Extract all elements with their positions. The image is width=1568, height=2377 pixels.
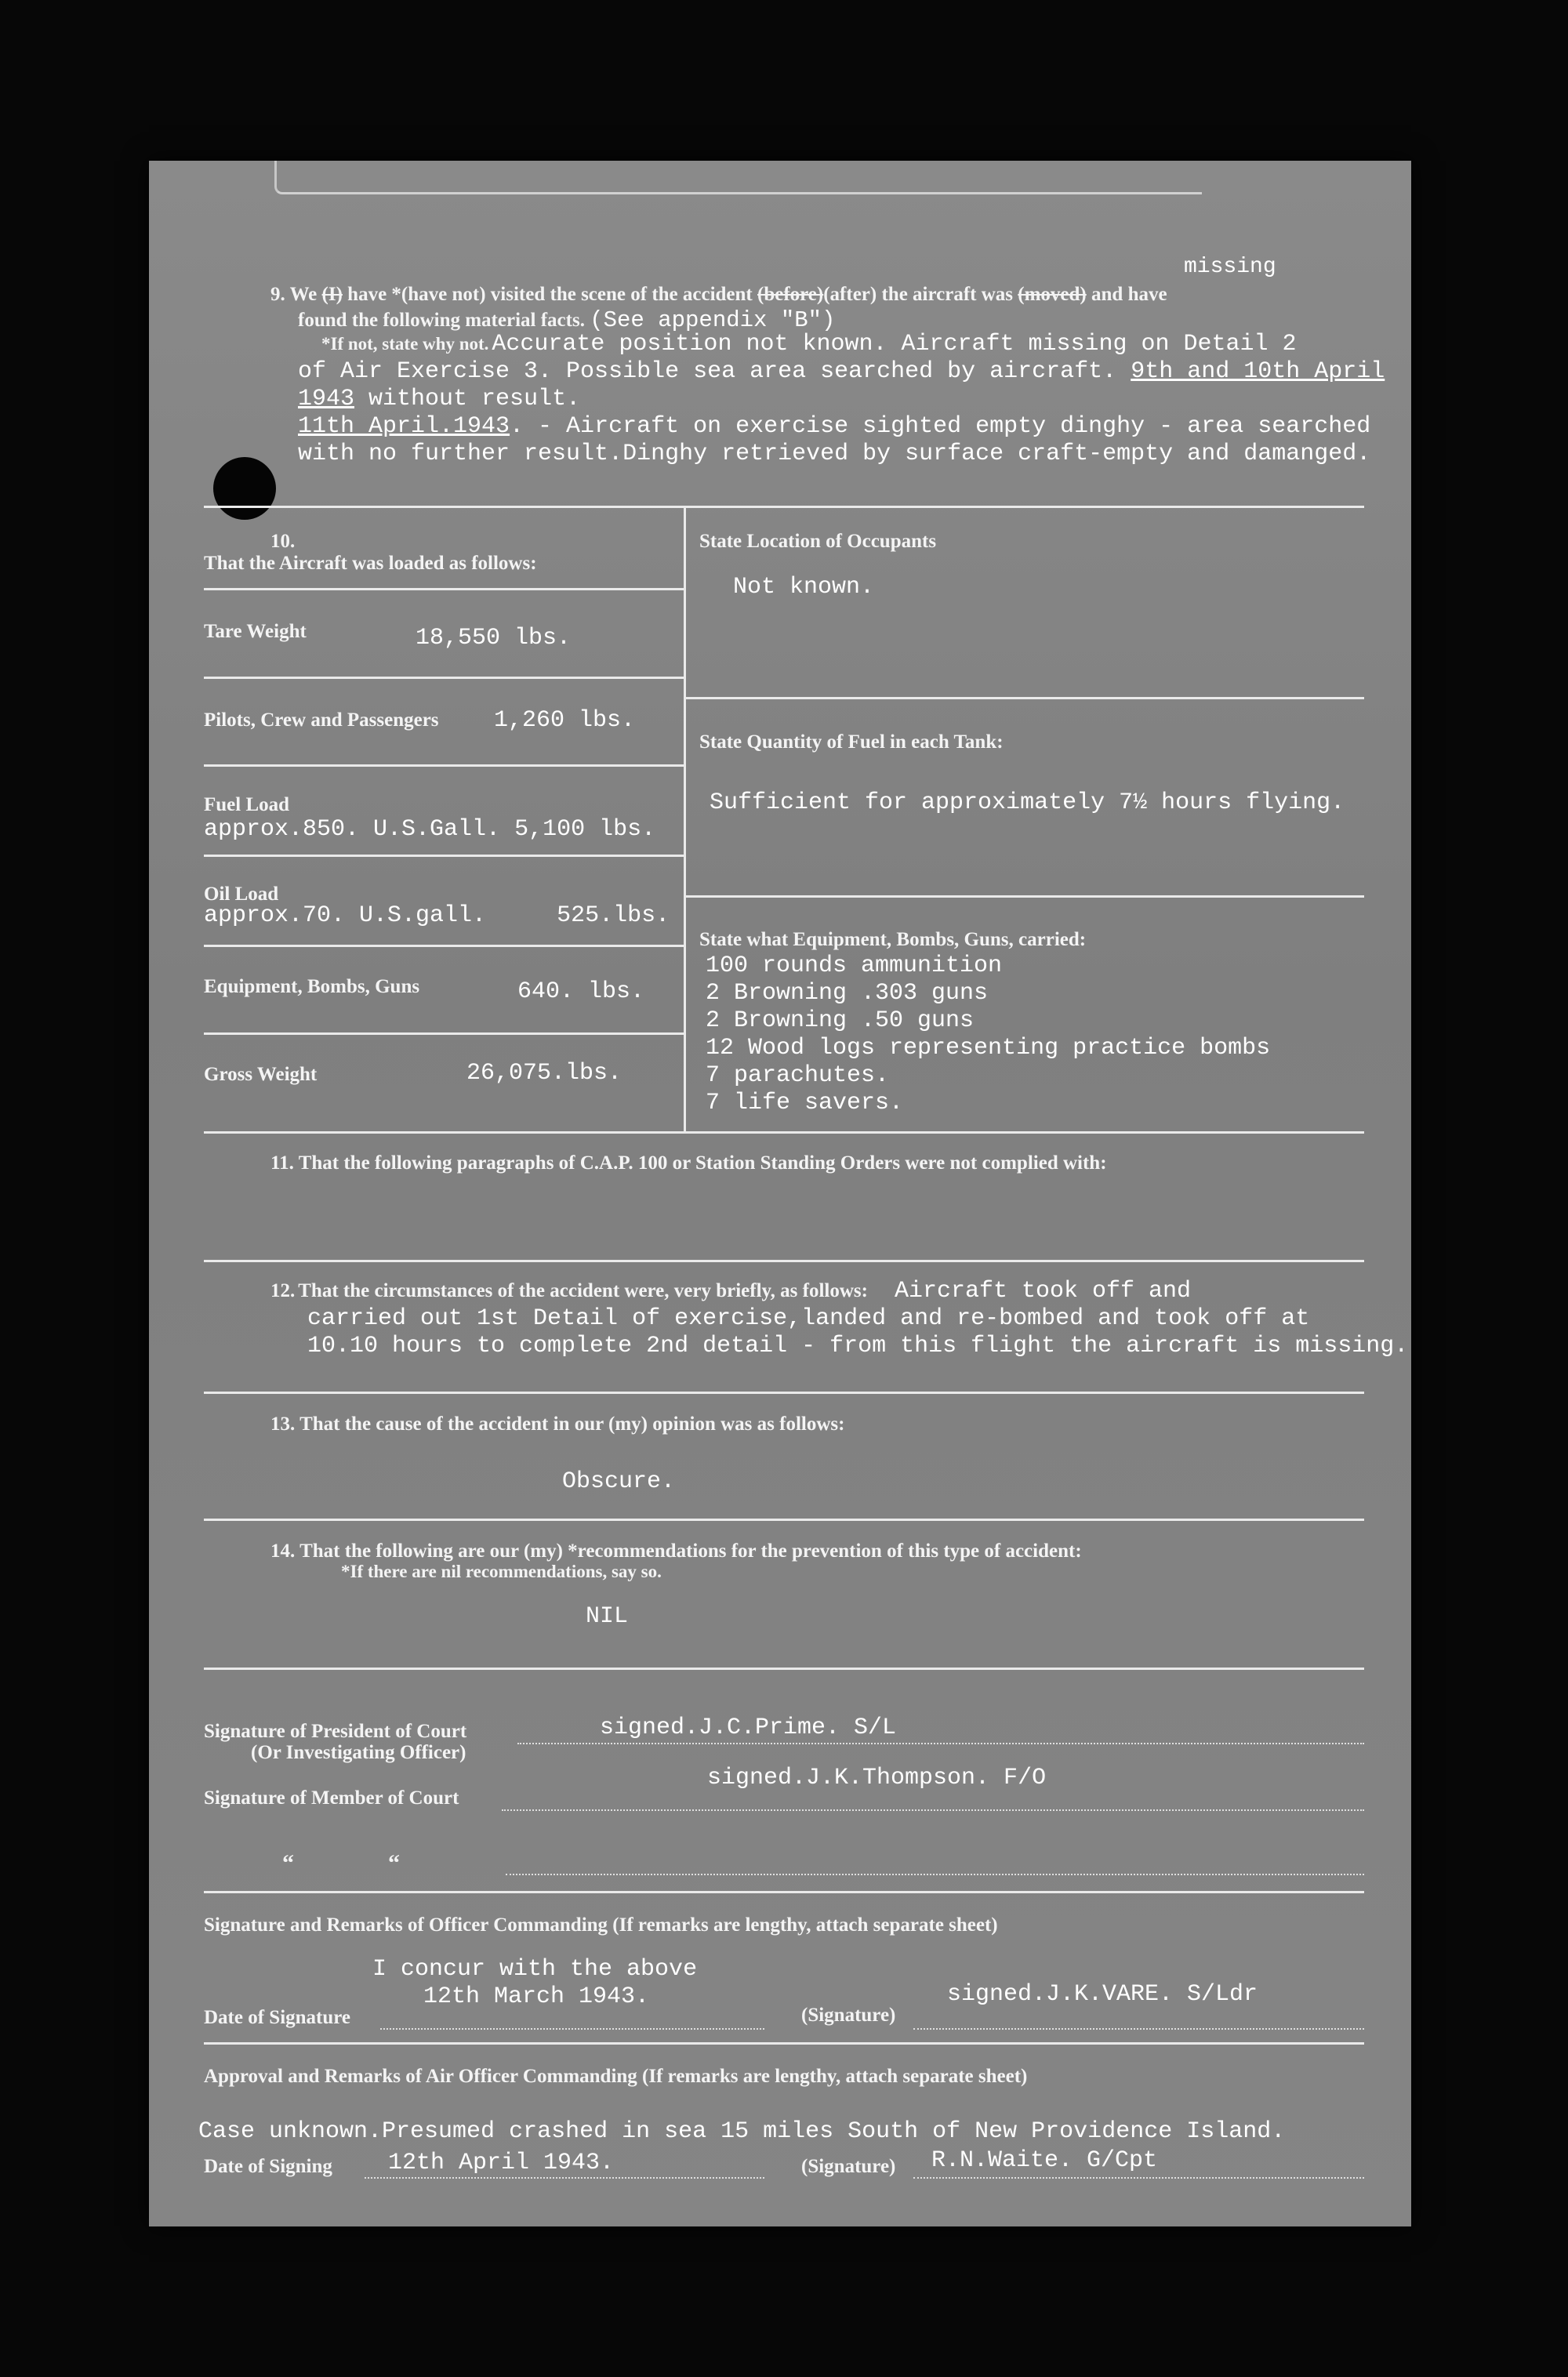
divider [204, 2042, 1364, 2045]
divider [204, 506, 1364, 508]
divider [204, 1668, 1364, 1670]
occupants-value: Not known. [733, 574, 875, 601]
crew-label: Pilots, Crew and Passengers [204, 709, 439, 731]
crew-value: 1,260 lbs. [494, 707, 636, 734]
tare-weight-label: Tare Weight [204, 621, 307, 642]
aoc-date-label: Date of Signing [204, 2156, 332, 2177]
oc-signature-value: signed.J.K.VARE. S/Ldr [947, 1981, 1258, 2008]
dotted-line [506, 1874, 1364, 1875]
s12-line3: 10.10 hours to complete 2nd detail - from this flight the aircraft is missing. [307, 1333, 1409, 1359]
missing-insert: missing [1184, 255, 1276, 279]
folded-corner [274, 161, 1202, 194]
president-label: Signature of President of Court [204, 1721, 467, 1742]
s9-number: 9. [270, 284, 285, 305]
s11: 11. That the following paragraphs of C.A.P. 100 or Station Standing Orders were not complied with: [270, 1152, 1107, 1174]
dotted-line [913, 2028, 1364, 2030]
row-line [204, 588, 684, 590]
oc-heading: Signature and Remarks of Officer Commanding (If remarks are lengthy, attach separate sheet) [204, 1914, 998, 1936]
s10-heading: That the Aircraft was loaded as follows: [204, 553, 537, 574]
aoc-signature-label: (Signature) [801, 2156, 896, 2177]
row-line [204, 677, 684, 679]
ditto-mark: “ [282, 1850, 294, 1876]
equip-item-6: 7 life savers. [706, 1090, 904, 1116]
ditto-mark: “ [388, 1850, 400, 1876]
document-sheet [149, 161, 1411, 2226]
s12-line2: carried out 1st Detail of exercise,landed and re-bombed and took off at [307, 1305, 1310, 1332]
divider [204, 1131, 1364, 1134]
equipment-label: Equipment, Bombs, Guns [204, 976, 420, 997]
gross-weight-value: 26,075.lbs. [466, 1060, 622, 1087]
tare-weight-value: 18,550 lbs. [416, 625, 572, 651]
s14-note: *If there are nil recommendations, say so. [341, 1562, 662, 1581]
divider [204, 1519, 1364, 1521]
dotted-line [502, 1809, 1364, 1811]
s9-line4: of Air Exercise 3. Possible sea area searched by aircraft. 9th and 10th April [298, 358, 1385, 385]
row-line [204, 855, 684, 857]
fuel-load-label: Fuel Load [204, 794, 290, 815]
equip-carried-label: State what Equipment, Bombs, Guns, carried: [699, 929, 1087, 950]
aoc-remark: Case unknown.Presumed crashed in sea 15 miles South of New Providence Island. [198, 2118, 1286, 2145]
president-signature: signed.J.C.Prime. S/L [600, 1715, 897, 1741]
equip-item-4: 12 Wood logs representing practice bombs [706, 1035, 1271, 1061]
s9-line2: found the following material facts. (See appendix "B") [298, 307, 836, 333]
s9-line1: 9. We (I) have *(have not) visited the scene of the accident (before)(after) the aircraft was (moved) and have [270, 284, 1167, 305]
s9-line7: with no further result.Dinghy retrieved by surface craft-empty and damanged. [298, 441, 1371, 467]
fuel-tank-value: Sufficient for approximately 7½ hours flying. [710, 789, 1345, 816]
divider [204, 1260, 1364, 1262]
equip-item-1: 100 rounds ammunition [706, 953, 1003, 979]
s13-value: Obscure. [562, 1468, 676, 1495]
row-line [204, 1032, 684, 1035]
row-line [684, 895, 1364, 898]
aoc-signature-value: R.N.Waite. G/Cpt [931, 2147, 1158, 2174]
equip-item-5: 7 parachutes. [706, 1062, 890, 1089]
oil-load-label: Oil Load [204, 884, 279, 905]
oc-date-label: Date of Signature [204, 2007, 351, 2028]
dotted-line [380, 2028, 764, 2030]
member-label: Signature of Member of Court [204, 1787, 459, 1809]
oc-date-value: 12th March 1943. [423, 1983, 650, 2010]
aoc-date-value: 12th April 1943. [388, 2150, 615, 2176]
equip-item-3: 2 Browning .50 guns [706, 1007, 975, 1034]
dotted-line [517, 1743, 1364, 1744]
oil-load-value: approx.70. U.S.gall. 525.lbs. [204, 902, 670, 929]
s9-line6: 11th April.1943. - Aircraft on exercise sighted empty dinghy - area searched [298, 413, 1371, 440]
table-divider [684, 506, 686, 1131]
investigating-officer: (Or Investigating Officer) [251, 1742, 466, 1763]
dotted-line [365, 2177, 764, 2179]
s13: 13. That the cause of the accident in our (my) opinion was as follows: [270, 1413, 845, 1435]
s9-line5: 1943 without result. [298, 386, 581, 412]
fuel-load-value: approx.850. U.S.Gall. 5,100 lbs. [204, 816, 656, 843]
divider [204, 1392, 1364, 1394]
dotted-line [913, 2177, 1364, 2179]
row-line [204, 764, 684, 767]
s9-note: *If not, state why not. [321, 334, 489, 354]
equip-item-2: 2 Browning .303 guns [706, 980, 989, 1007]
row-line [684, 697, 1364, 699]
s9-line3: *If not, state why not. Accurate position not known. Aircraft missing on Detail 2 [321, 331, 1297, 357]
aoc-heading: Approval and Remarks of Air Officer Commanding (If remarks are lengthy, attach separate sheet) [204, 2066, 1028, 2087]
s14-value: NIL [586, 1603, 629, 1630]
divider [204, 1891, 1364, 1893]
member-signature: signed.J.K.Thompson. F/O [707, 1765, 1047, 1791]
row-line [204, 945, 684, 947]
punch-hole [213, 457, 276, 520]
s12-line1: 12. That the circumstances of the accident were, very briefly, as follows: Aircraft took off and [270, 1278, 1192, 1305]
occupants-label: State Location of Occupants [699, 531, 937, 552]
appendix-ref: (See appendix "B") [590, 307, 836, 333]
fuel-tank-label: State Quantity of Fuel in each Tank: [699, 731, 1004, 753]
s10-number: 10. [270, 531, 296, 552]
oc-remark: I concur with the above [372, 1956, 698, 1983]
s14: 14. That the following are our (my) *recommendations for the prevention of this type of accident: [270, 1541, 1082, 1562]
oc-signature-label: (Signature) [801, 2005, 896, 2026]
equipment-value: 640. lbs. [517, 978, 645, 1005]
gross-weight-label: Gross Weight [204, 1064, 318, 1085]
